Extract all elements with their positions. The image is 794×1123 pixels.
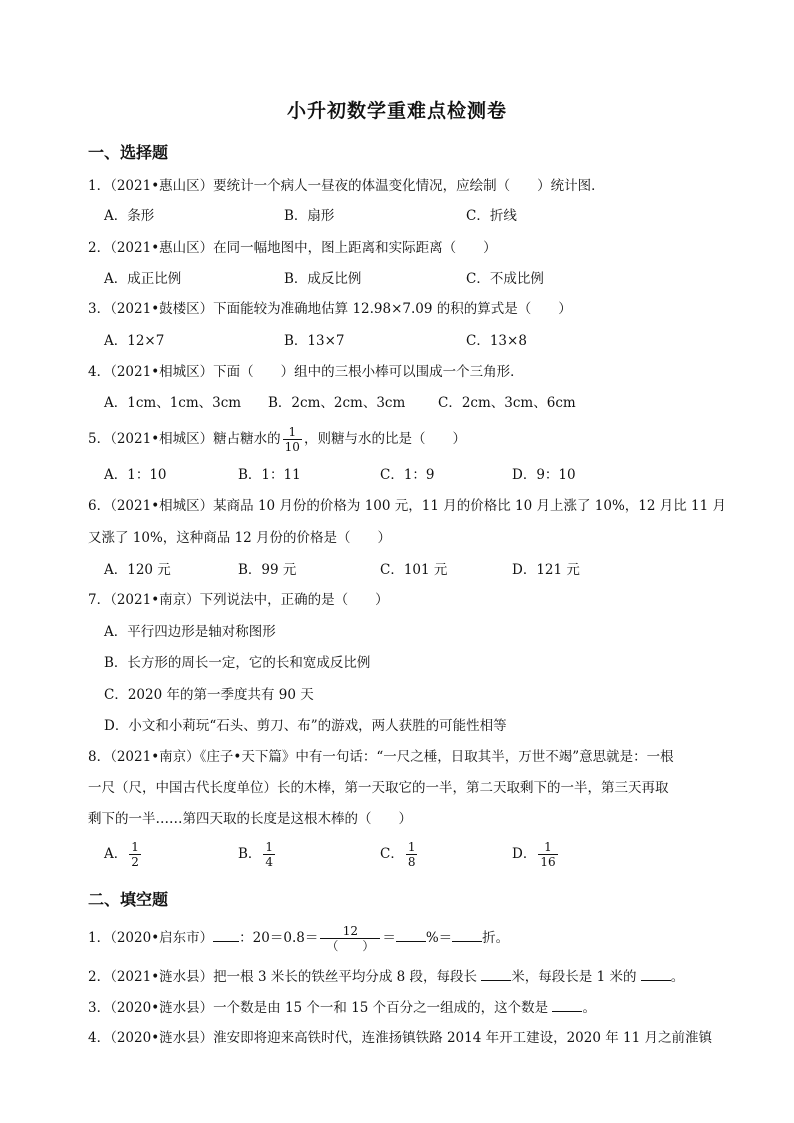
question-8-line-3: 剩下的一半……第四天取的长度是这根木棒的（ ） [88,811,412,827]
fill2-text-a: 2．（2021•涟水县）把一根 3 米长的铁丝平均分成 8 段，每段长 [88,969,482,985]
question-6-line-2: 又涨了 10%，这种商品 12 月份的价格是（ ） [88,530,392,546]
fill1-blank-1[interactable] [213,927,239,942]
section-heading-choice: 一、选择题 [88,143,169,162]
question-7: 7．（2021•南京）下列说法中，正确的是（ ） [88,592,389,608]
q8-option-d-denominator: 16 [540,855,556,869]
q8-option-b-fraction [263,840,275,869]
q8-option-c[interactable] [380,840,419,869]
q1-option-b[interactable]: B．扇形 [284,208,335,224]
q2-option-c[interactable]: C．不成比例 [466,271,544,287]
q8-option-a-numerator: 1 [131,840,139,854]
q3-option-a[interactable]: A．12×7 [104,333,165,349]
question-3: 3．（2021•鼓楼区）下面能较为准确地估算 12.98×7.09 的积的算式是（ ） [88,301,572,317]
q1-option-a[interactable]: A．条形 [104,208,155,224]
fill-question-2 [88,966,684,987]
q8-option-c-fraction [406,840,418,869]
fill1-fraction [320,924,380,953]
q8-option-b-denominator: 4 [265,855,274,869]
fill2-blank-2[interactable] [641,966,671,981]
question-4: 4．（2021•相城区）下面（ ）组中的三根小棒可以围成一个三角形． [88,364,524,380]
q8-option-a-fraction [129,840,141,869]
fill1-fraction-denominator[interactable]: （ ） [326,939,375,953]
q8-option-a[interactable] [104,840,143,869]
q6-option-b[interactable]: B．99 元 [238,562,297,578]
fill1-text-d: %＝ [425,930,453,946]
question-5 [88,425,466,454]
q8-option-b[interactable] [238,840,277,869]
q7-option-b[interactable]: B．长方形的周长一定，它的长和宽成反比例 [104,655,371,671]
fill1-prefix: 1．（2020•启东市） [88,930,214,946]
fill1-text-b: ：20＝0.8＝ [239,930,319,946]
q8-option-b-numerator: 1 [265,840,274,854]
q5-option-b[interactable]: B．1：11 [238,467,301,483]
question-8-line-2: 一尺（尺，中国古代长度单位）长的木棒，第一天取它的一半，第二天取剩下的一半，第三天再取 [88,780,669,796]
q4-option-b[interactable]: B．2cm、2cm、3cm [268,395,406,411]
fill2-blank-1[interactable] [481,966,511,981]
fill3-text-a: 3．（2020•涟水县）一个数是由 15 个一和 15 个百分之一组成的，这个数是 [88,1000,553,1016]
fill2-text-c: 。 [670,969,685,985]
q8-option-d[interactable] [512,840,560,869]
q4-option-a[interactable]: A．1cm、1cm、3cm [104,395,242,411]
q5-option-d[interactable]: D．9：10 [512,467,576,483]
fill1-fraction-numerator: 12 [320,924,380,939]
q2-option-b[interactable]: B．成反比例 [284,271,362,287]
q2-option-a[interactable]: A．成正比例 [104,271,182,287]
question-8-line-1: 8．（2021•南京）《庄子•天下篇》中有一句话：“一尺之棰，日取其半，万世不竭”意思就是：一根 [88,749,674,765]
q6-option-d[interactable]: D．121 元 [512,562,580,578]
fill-question-4: 4．（2020•涟水县）淮安即将迎来高铁时代，连淮扬镇铁路 2014 年开工建设，2020 年 11 月之前淮镇 [88,1030,713,1046]
fill1-blank-3[interactable] [452,927,482,942]
q5-fraction-denominator: 10 [284,440,300,454]
q5-text-after: ，则糖与水的比是（ ） [303,431,466,447]
q8-option-d-fraction [538,840,557,869]
q8-option-c-denominator: 8 [407,855,416,869]
fill3-text-b: 。 [582,1000,596,1016]
q8-option-a-label: A． [104,846,128,862]
q6-option-c[interactable]: C．101 元 [380,562,448,578]
q7-option-a[interactable]: A．平行四边形是轴对称图形 [104,624,276,640]
q8-option-d-numerator: 1 [538,840,557,855]
q6-option-a[interactable]: A．120 元 [104,562,171,578]
q7-option-c[interactable]: C．2020 年的第一季度共有 90 天 [104,687,314,703]
fill1-text-e: 折。 [482,930,510,946]
q7-option-d[interactable]: D．小文和小莉玩“石头、剪刀、布”的游戏，两人获胜的可能性相等 [104,718,507,734]
q5-text-before: 5．（2021•相城区）糖占糖水的 [88,431,281,447]
page-title: 小升初数学重难点检测卷 [286,100,507,122]
q8-option-c-label: C． [380,846,404,862]
fill-question-3 [88,997,596,1018]
q5-fraction-numerator: 1 [283,425,302,440]
question-2: 2．（2021•惠山区）在同一幅地图中，图上距离和实际距离（ ） [88,240,497,256]
fill1-text-c: ＝ [382,930,396,946]
q5-option-a[interactable]: A．1：10 [104,467,167,483]
question-1: 1．（2021•惠山区）要统计一个病人一昼夜的体温变化情况，应绘制（ ）统计图． [88,178,605,194]
fill-question-1 [88,924,509,953]
question-6-line-1: 6．（2021•相城区）某商品 10 月份的价格为 100 元，11 月的价格比 10 月上涨了 10%，12 月比 11 月 [88,498,727,514]
fill3-blank-1[interactable] [552,997,582,1012]
q1-option-c[interactable]: C．折线 [466,208,517,224]
q3-option-c[interactable]: C．13×8 [466,333,527,349]
q8-option-d-label: D． [512,846,537,862]
q5-option-c[interactable]: C．1：9 [380,467,435,483]
fill1-blank-2[interactable] [396,927,426,942]
q5-fraction [283,425,302,454]
section-heading-fill: 二、填空题 [88,890,169,909]
q8-option-b-label: B． [238,846,262,862]
q8-option-a-denominator: 2 [131,855,139,869]
q4-option-c[interactable]: C．2cm、3cm、6cm [438,395,576,411]
fill2-text-b: 米，每段长是 1 米的 [511,969,641,985]
q8-option-c-numerator: 1 [407,840,416,854]
q3-option-b[interactable]: B．13×7 [284,333,345,349]
